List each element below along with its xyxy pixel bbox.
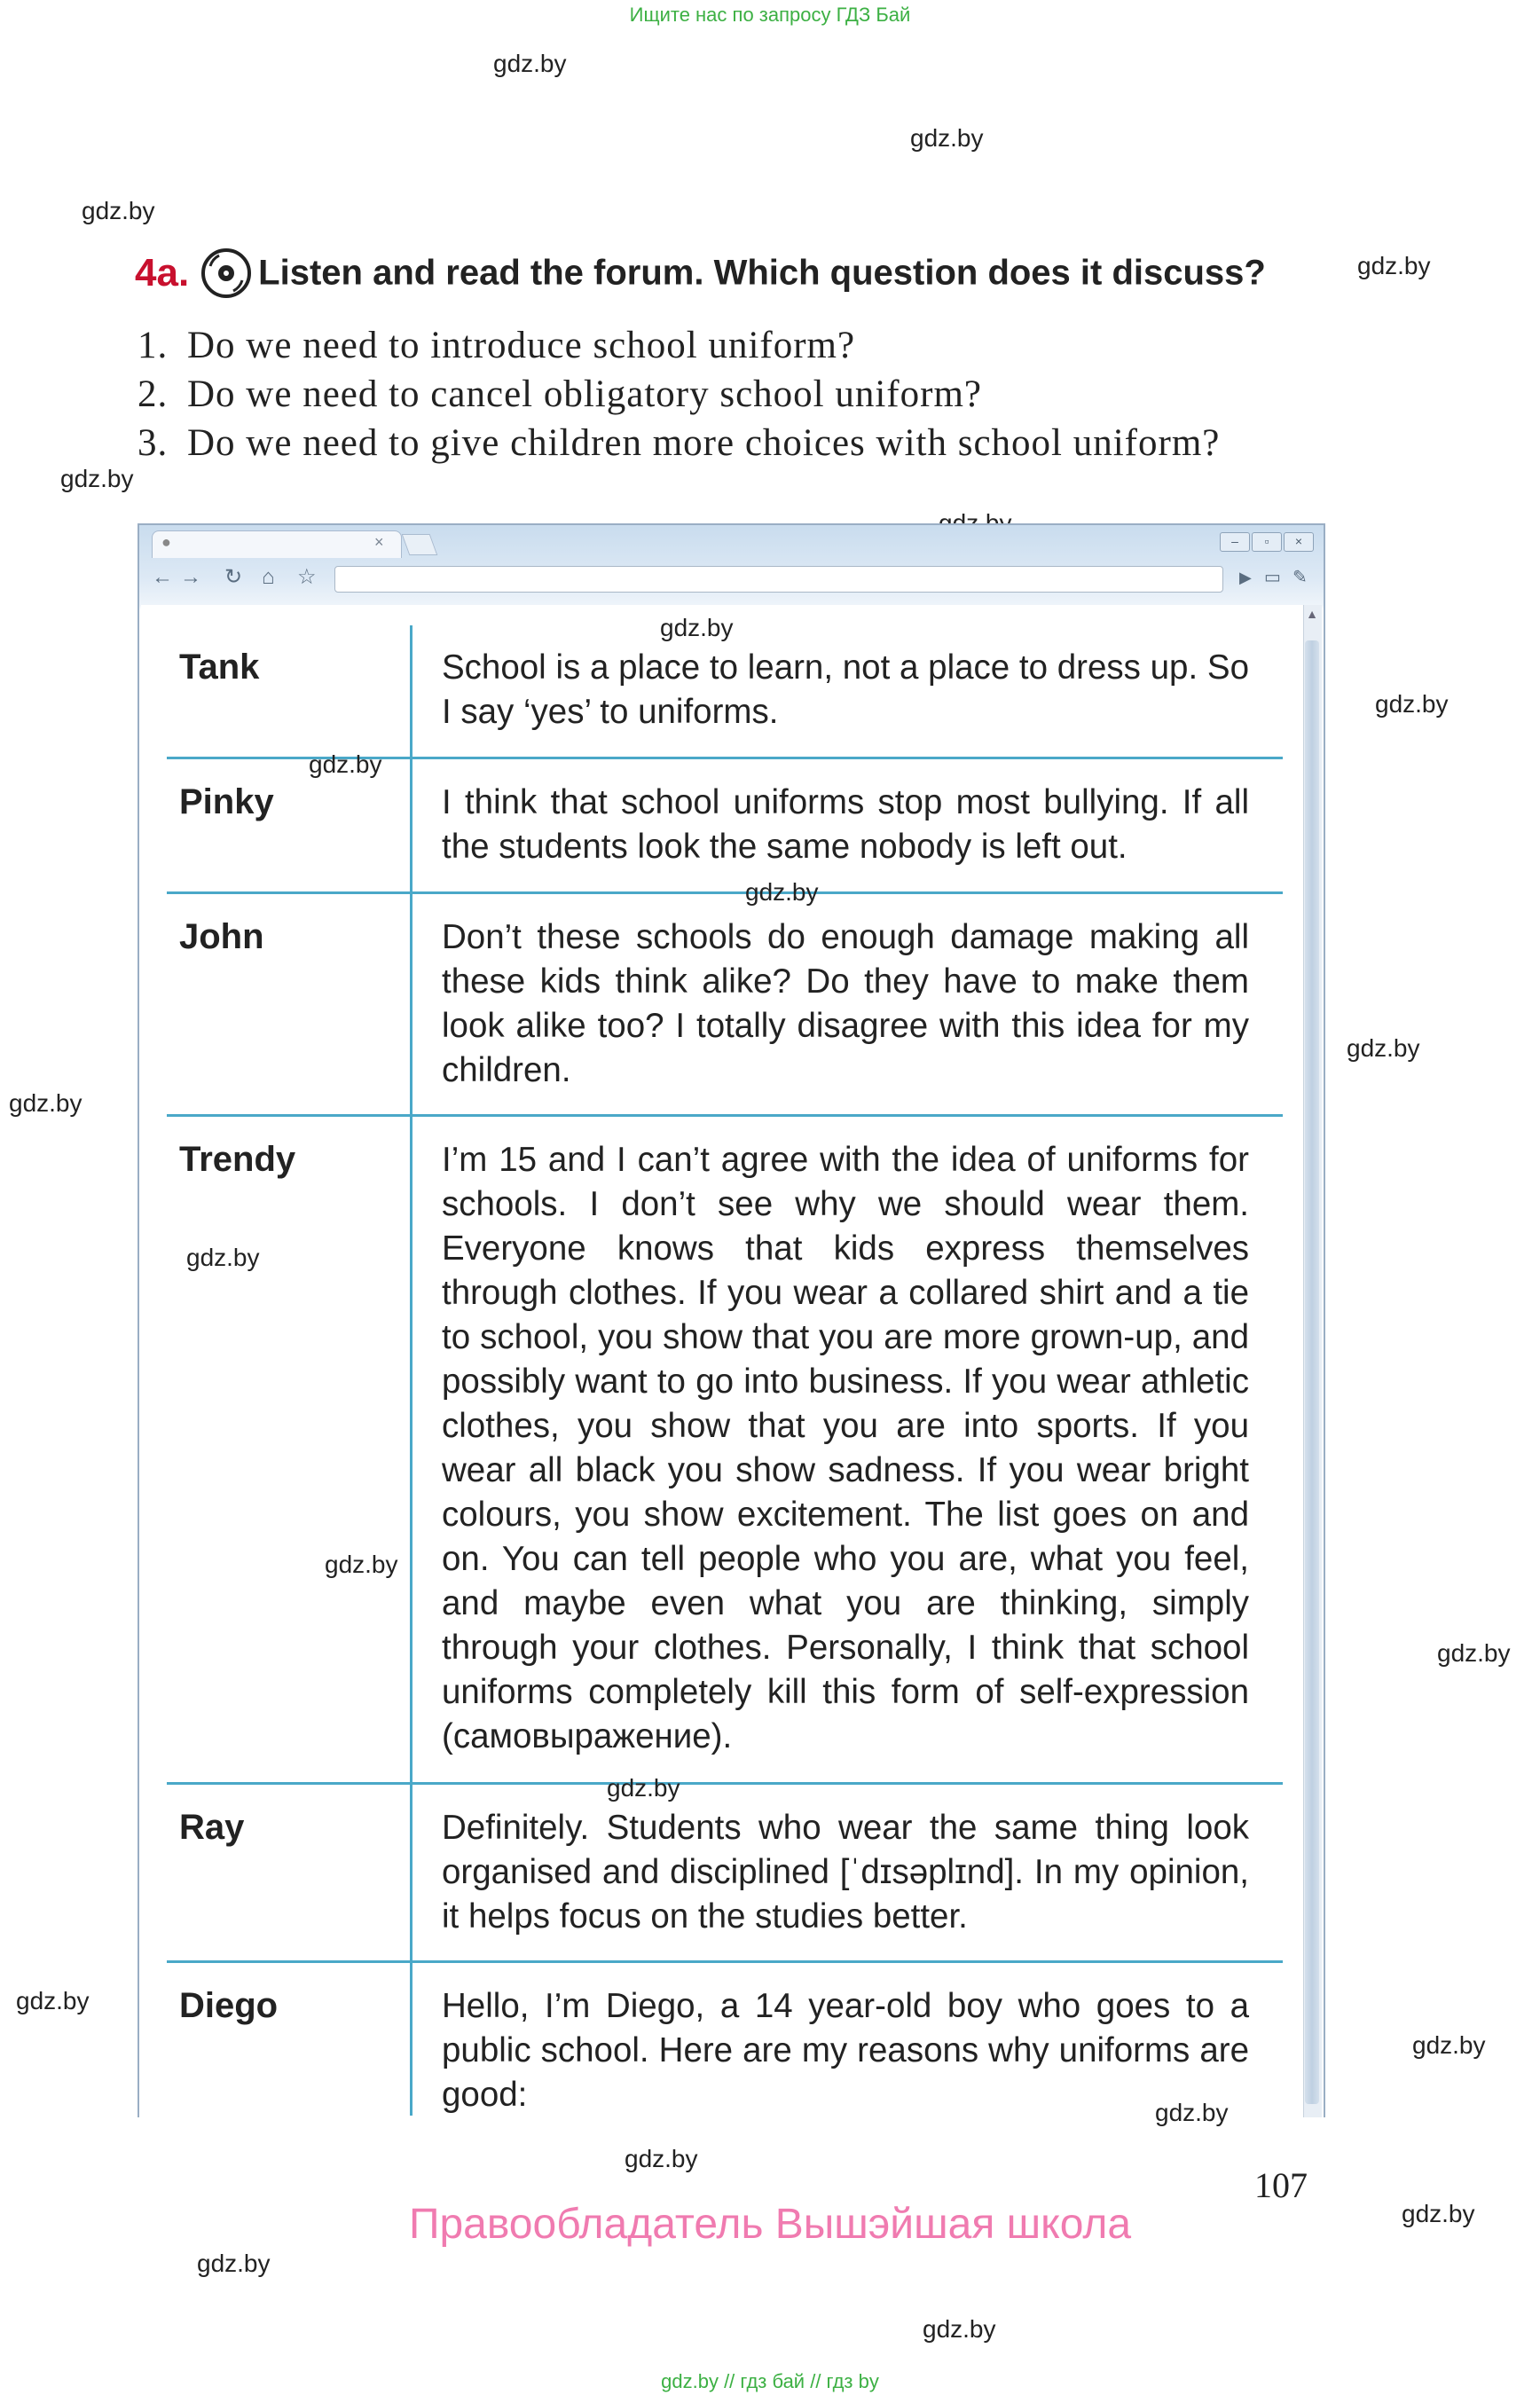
footer-links[interactable]: gdz.by // гдз бай // гдз by bbox=[661, 2370, 879, 2392]
watermark: gdz.by bbox=[1412, 2031, 1486, 2059]
home-icon[interactable]: ⌂ bbox=[262, 565, 275, 589]
top-banner[interactable]: Ищите нас по запросу ГДЗ Бай bbox=[629, 4, 911, 26]
browser-toolbar bbox=[139, 561, 1324, 596]
question-item bbox=[138, 419, 1326, 467]
forum-post: Hello, I’m Diego, a 14 year-old boy who goes to a public school. Here are my reasons why uniforms are good: bbox=[442, 1987, 1249, 2114]
forum-post: Don’t these schools do enough damage making all these kids think alike? Do they have to make them look alike too? I totally disagree with this idea for my children. bbox=[442, 918, 1249, 1089]
watermark: gdz.by bbox=[493, 50, 567, 77]
audio-disc-icon[interactable] bbox=[198, 247, 251, 300]
forum-username: John bbox=[179, 917, 264, 956]
play-icon[interactable]: ▶ bbox=[1239, 569, 1252, 586]
row-divider bbox=[167, 1960, 1283, 1963]
forum-post: I think that school uniforms stop most bullying. If all the students look the same nobody is left out. bbox=[442, 783, 1249, 866]
watermark: gdz.by bbox=[82, 197, 155, 224]
address-bar[interactable] bbox=[334, 566, 1223, 593]
row-divider bbox=[167, 891, 1283, 894]
new-tab-button[interactable] bbox=[402, 534, 438, 555]
forward-icon[interactable]: → bbox=[180, 565, 201, 589]
scroll-up-icon[interactable]: ▲ bbox=[1306, 607, 1318, 621]
close-window-icon[interactable]: × bbox=[1284, 532, 1314, 552]
task-heading bbox=[135, 247, 1266, 300]
row-divider bbox=[167, 1782, 1283, 1785]
page-menu-icon[interactable]: ▭ bbox=[1264, 568, 1281, 587]
watermark: gdz.by bbox=[1357, 252, 1431, 279]
watermark: gdz.by bbox=[745, 878, 819, 906]
forum-username: Ray bbox=[179, 1808, 245, 1847]
question-text: Do we need to cancel obligatory school uniform? bbox=[187, 373, 982, 415]
watermark: gdz.by bbox=[1402, 2200, 1475, 2227]
watermark: gdz.by bbox=[923, 2315, 996, 2343]
forum-post: I’m 15 and I can’t agree with the idea of uniforms for schools. I don’t see why we should wear them. Everyone knows that kids express themselves through clothes. If you wear a collared shirt and a tie to school, you show that you are more grown-up, and possibly want to go into business. If you wear athletic clothes, you show that you are into sports. If you wear all black you show sadness. If you wear bright colours, you show excitement. The list goes on and on. You can tell people who you are, what you feel, and maybe even what you are thinking, simply through your clothes. Personally, I think that school uniforms completely kill this form of self-expression (самовыражение). bbox=[442, 1141, 1249, 1755]
watermark: gdz.by bbox=[197, 2250, 271, 2277]
scrollbar-thumb[interactable] bbox=[1305, 640, 1319, 2104]
question-list bbox=[138, 321, 1326, 467]
browser-tab[interactable] bbox=[152, 530, 402, 558]
watermark: gdz.by bbox=[325, 1551, 398, 1578]
question-item bbox=[138, 321, 1326, 370]
watermark: gdz.by bbox=[1375, 690, 1449, 718]
watermark: gdz.by bbox=[60, 465, 134, 492]
watermark: gdz.by bbox=[9, 1089, 82, 1117]
forum-username: Pinky bbox=[179, 782, 274, 821]
reload-icon[interactable]: ↻ bbox=[224, 565, 243, 589]
watermark: gdz.by bbox=[660, 614, 734, 641]
page-number: 107 bbox=[1254, 2165, 1308, 2205]
question-number: 2. bbox=[138, 373, 169, 415]
question-text: Do we need to introduce school uniform? bbox=[187, 325, 856, 366]
forum-username: Tank bbox=[179, 648, 260, 687]
forum-post: Definitely. Students who wear the same thing look organised and disciplined [ˈdɪsəplɪnd]. In my opinion, it helps focus on the studies better. bbox=[442, 1809, 1249, 1936]
forum-username: Diego bbox=[179, 1986, 279, 2025]
favicon-icon: ● bbox=[161, 533, 171, 551]
question-number: 1. bbox=[138, 325, 169, 366]
forum-post: School is a place to learn, not a place to dress up. So I say ‘yes’ to uniforms. bbox=[442, 648, 1249, 731]
close-tab-icon[interactable]: × bbox=[374, 533, 384, 551]
question-number: 3. bbox=[138, 422, 169, 464]
rights-holder: Правообладатель Вышэйшая школа bbox=[408, 2201, 1132, 2248]
question-text: Do we need to give children more choices with school uniform? bbox=[187, 422, 1221, 464]
watermark: gdz.by bbox=[1347, 1034, 1420, 1062]
wrench-icon[interactable]: ✎ bbox=[1292, 568, 1308, 587]
maximize-icon[interactable]: ▫ bbox=[1252, 532, 1282, 552]
star-icon[interactable]: ☆ bbox=[297, 565, 317, 589]
watermark: gdz.by bbox=[309, 750, 382, 778]
task-number: 4a. bbox=[135, 251, 190, 294]
watermark: gdz.by bbox=[1155, 2099, 1229, 2126]
watermark: gdz.by bbox=[910, 124, 984, 152]
row-divider bbox=[167, 1114, 1283, 1117]
tab-strip bbox=[139, 525, 1324, 559]
watermark: gdz.by bbox=[625, 2145, 698, 2172]
task-instruction: Listen and read the forum. Which question does it discuss? bbox=[258, 253, 1266, 293]
watermark: gdz.by bbox=[16, 1987, 90, 2014]
column-divider bbox=[410, 625, 412, 2116]
minimize-icon[interactable]: – bbox=[1220, 532, 1250, 552]
question-item bbox=[138, 370, 1326, 419]
watermark: gdz.by bbox=[186, 1244, 260, 1271]
watermark: gdz.by bbox=[607, 1774, 680, 1802]
forum-username: Trendy bbox=[179, 1140, 296, 1179]
back-icon[interactable]: ← bbox=[152, 565, 173, 589]
watermark: gdz.by bbox=[1437, 1639, 1511, 1667]
